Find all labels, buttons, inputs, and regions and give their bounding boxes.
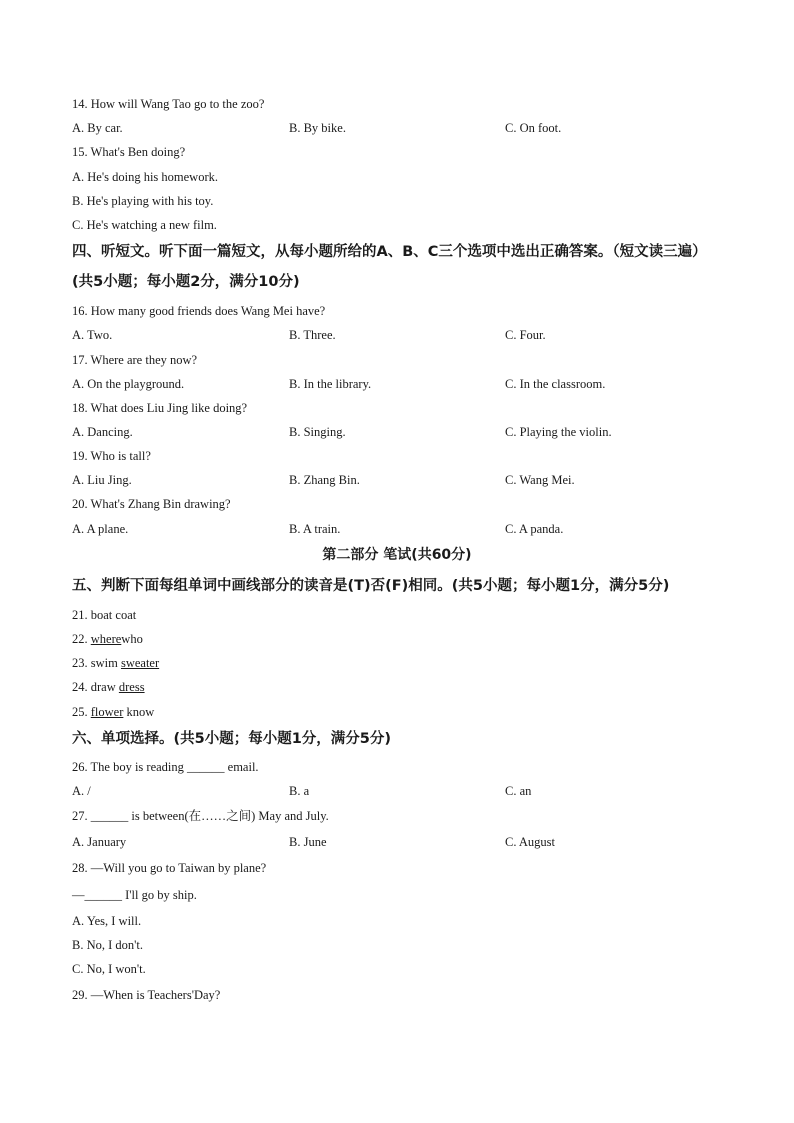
q20-option-b: B. A train. xyxy=(289,522,341,536)
q20-option-a: A. A plane. xyxy=(72,522,129,536)
q23-number: 23. xyxy=(72,656,88,670)
q23-word-2: sweater xyxy=(120,656,160,670)
question-15-stem: 15. What's Ben doing? xyxy=(72,145,186,159)
question-25 xyxy=(72,704,154,720)
q22-word-1: where xyxy=(90,632,122,646)
question-18-stem: 18. What does Liu Jing like doing? xyxy=(72,401,248,415)
q25-word-2: know xyxy=(126,705,155,719)
q18-option-b: B. Singing. xyxy=(289,425,346,439)
q24-word-1: draw xyxy=(90,680,116,694)
q17-option-a: A. On the playground. xyxy=(72,377,185,391)
question-29-stem: 29. —When is Teachers'Day? xyxy=(72,988,221,1002)
question-14-stem: 14. How will Wang Tao go to the zoo? xyxy=(72,97,265,111)
q16-option-a: A. Two. xyxy=(72,328,113,342)
q21-word-1: boat xyxy=(90,608,113,622)
q17-option-b: B. In the library. xyxy=(289,377,372,391)
q23-word-1: swim xyxy=(90,656,118,670)
q15-option-a: A. He's doing his homework. xyxy=(72,170,218,184)
question-16-stem: 16. How many good friends does Wang Mei have? xyxy=(72,304,326,318)
q15-option-c: C. He's watching a new film. xyxy=(72,218,217,232)
q27-option-c: C. August xyxy=(505,835,556,849)
question-26-stem: 26. The boy is reading ______ email. xyxy=(72,760,259,774)
question-28-stem: 28. —Will you go to Taiwan by plane? xyxy=(72,861,267,875)
q27-option-a: A. January xyxy=(72,835,127,849)
q16-option-b: B. Three. xyxy=(289,328,336,342)
q14-option-c: C. On foot. xyxy=(505,121,562,135)
q28-option-c: C. No, I won't. xyxy=(72,962,146,976)
question-21 xyxy=(72,607,136,623)
q28-option-a: A. Yes, I will. xyxy=(72,914,142,928)
q26-option-a: A. / xyxy=(72,784,91,798)
section-4-heading: 四、听短文。听下面一篇短文，从每小题所给的A、B、C三个选项中选出正确答案。（短文读三遍）(共5小题；每小题2分，满分10分) xyxy=(72,244,707,290)
question-24 xyxy=(72,679,145,695)
q22-word-2: who xyxy=(121,632,143,646)
q26-option-b: B. a xyxy=(289,784,310,798)
q16-option-c: C. Four. xyxy=(505,328,546,342)
q15-option-b: B. He's playing with his toy. xyxy=(72,194,214,208)
q25-word-1: flower xyxy=(90,705,124,719)
q21-number: 21. xyxy=(72,608,88,622)
q17-option-c: C. In the classroom. xyxy=(505,377,606,391)
q19-option-b: B. Zhang Bin. xyxy=(289,473,360,487)
section-5-heading: 五、判断下面每组单词中画线部分的读音是(T)否(F)相同。(共5小题；每小题1分，满分5分) xyxy=(72,578,670,594)
q22-number: 22. xyxy=(72,632,88,646)
q26-option-c: C. an xyxy=(505,784,532,798)
q25-number: 25. xyxy=(72,705,88,719)
q18-option-a: A. Dancing. xyxy=(72,425,133,439)
q19-option-c: C. Wang Mei. xyxy=(505,473,575,487)
question-17-stem: 17. Where are they now? xyxy=(72,353,198,367)
question-20-stem: 20. What's Zhang Bin drawing? xyxy=(72,497,231,511)
q18-option-c: C. Playing the violin. xyxy=(505,425,612,439)
q24-number: 24. xyxy=(72,680,88,694)
q14-option-a: A. By car. xyxy=(72,121,123,135)
q19-option-a: A. Liu Jing. xyxy=(72,473,132,487)
q20-option-c: C. A panda. xyxy=(505,522,564,536)
section-6-heading: 六、单项选择。(共5小题；每小题1分，满分5分) xyxy=(72,731,392,747)
question-27-stem: 27. ______ is between(在……之间) May and July. xyxy=(72,809,329,823)
q21-word-2: coat xyxy=(115,608,137,622)
q27-option-b: B. June xyxy=(289,835,327,849)
question-19-stem: 19. Who is tall? xyxy=(72,449,151,463)
q28-reply: —______ I'll go by ship. xyxy=(72,888,197,902)
question-22 xyxy=(72,631,143,647)
q28-option-b: B. No, I don't. xyxy=(72,938,144,952)
part-2-title: 第二部分 笔试(共60分) xyxy=(322,547,472,563)
q14-option-b: B. By bike. xyxy=(289,121,346,135)
q24-word-2: dress xyxy=(118,680,145,694)
question-23 xyxy=(72,655,159,671)
